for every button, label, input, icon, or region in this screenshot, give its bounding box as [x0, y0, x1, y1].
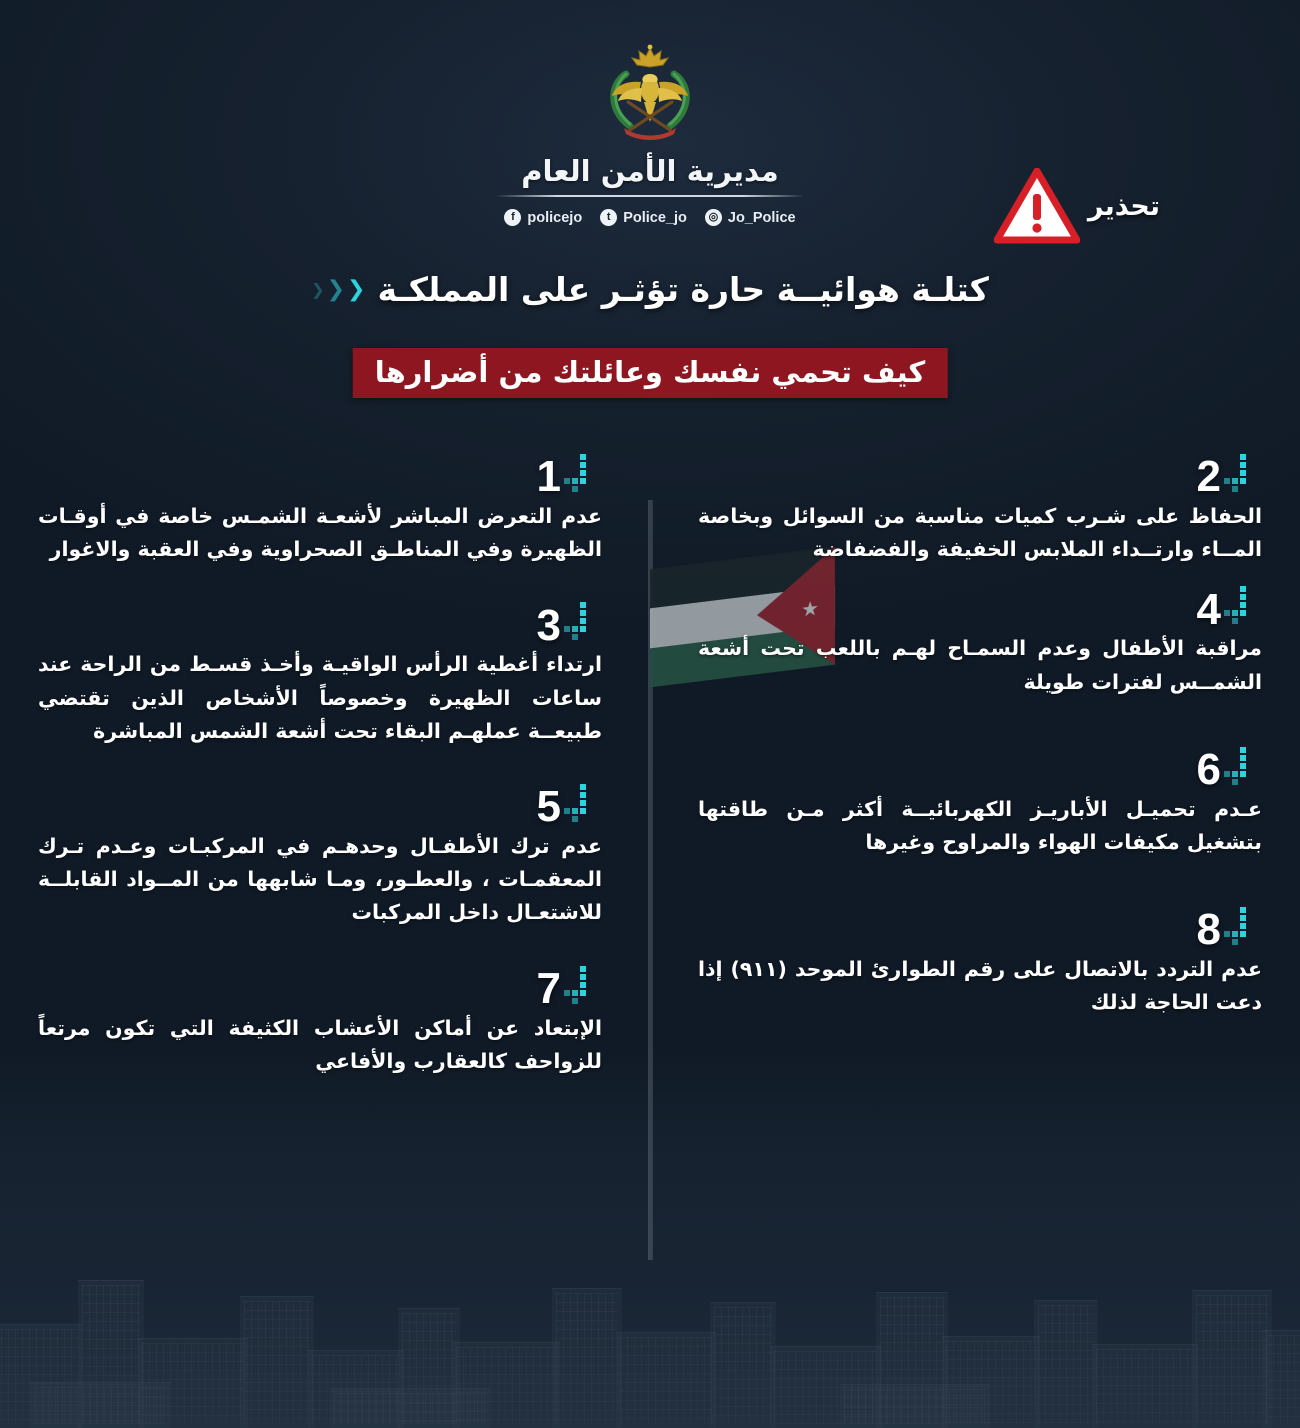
social-link-facebook[interactable]: [504, 209, 582, 226]
tip-number: 6: [1196, 745, 1221, 795]
instagram-icon: ◎: [705, 209, 722, 226]
tip-item: [38, 452, 602, 566]
tips-column-right: [38, 452, 602, 1088]
tip-item: [698, 745, 1262, 859]
instagram-handle: Jo_Police: [727, 209, 796, 226]
tip-text: ارتداء أغطية الرأس الواقيـة وأخـذ قسـط من الراحة عند ساعات الظهيرة وخصوصاً الأشخاص الذين تقتضي طبيعــة عملهـم البقاء تحت أشعة الشمس المباشرة: [38, 652, 602, 743]
page-title: كتلـة هوائيــة حارة تؤثـر على المملكـة: [377, 270, 989, 309]
tip-item: [698, 584, 1262, 698]
tip-number: 8: [1196, 905, 1221, 955]
arrow-down-icon: [564, 964, 594, 1010]
arrow-down-icon: [1224, 584, 1254, 630]
facebook-icon: f: [504, 209, 521, 226]
public-security-crest-icon: [586, 44, 714, 144]
tip-item: [698, 452, 1262, 566]
tips-column-left: [698, 452, 1262, 1088]
tip-item: [38, 600, 602, 748]
tip-number: 2: [1196, 452, 1221, 502]
warning-triangle-icon: [994, 168, 1080, 244]
tip-number: 5: [536, 782, 561, 832]
arrow-down-icon: [1224, 452, 1254, 498]
warning-badge: [994, 168, 1160, 244]
arrow-down-icon: [1224, 745, 1254, 791]
social-link-twitter[interactable]: [600, 209, 687, 226]
tip-number: 7: [536, 963, 561, 1013]
title-divider: [495, 195, 805, 197]
warning-label: تحذير: [1087, 190, 1160, 222]
tip-text: عدم التردد بالاتصال على رقم الطوارئ الموحد (٩١١) إذا دعت الحاجة لذلك: [698, 957, 1262, 1015]
tip-text: الإبتعاد عن أماكن الأعشاب الكثيفة التي تكون مرتعاً للزواحف كالعقارب والأفاعي: [38, 1015, 602, 1073]
organization-name: مديرية الأمن العام: [521, 154, 779, 188]
arrow-down-icon: [564, 600, 594, 646]
tip-number: 1: [536, 452, 561, 502]
tip-item: [698, 905, 1262, 1019]
tip-text: عـدم تحميـل الأباريـز الكهربائيــة أكثر مـن طاقتها بتشغيل مكيفات الهواء والمراوح وغيرها: [698, 796, 1262, 855]
tip-text: عدم التعرض المباشر لأشعـة الشمـس خاصة في أوقـات الظهيرة وفي المناطـق الصحراوية وفي العقبة والاغوار: [38, 504, 602, 562]
twitter-icon: t: [600, 209, 617, 226]
title-row: [0, 270, 1300, 309]
tips-grid: [0, 452, 1300, 1088]
tip-item: [38, 782, 602, 930]
tip-text: عدم ترك الأطفـال وحدهـم في المركبـات وعـدم تـرك المعقمـات ، والعطـور، ومـا شابهها من المــواد القابلــة للاشتعـال داخل المركبات: [38, 834, 602, 925]
tip-item: [38, 964, 602, 1078]
arrow-down-icon: [564, 452, 594, 498]
page-subtitle: كيف تحمي نفسك وعائلتك من أضرارها: [353, 348, 948, 398]
flag-star-icon: ★: [801, 595, 819, 622]
chevron-left-icon: ❮ ❮ ❮: [311, 276, 366, 302]
social-link-instagram[interactable]: [705, 209, 796, 226]
tip-text: الحفاظ على شـرب كميات مناسبة من السوائل وبخاصة المــاء وارتــداء الملابس الخفيفة والفضفاضة: [698, 504, 1262, 562]
tip-text: مراقبة الأطفال وعدم السمـاح لهـم باللعب تحت أشعة الشمــس لفترات طويلة: [698, 636, 1262, 694]
facebook-handle: policejo: [527, 209, 583, 226]
tip-number: 4: [1196, 584, 1221, 634]
tip-number: 3: [536, 600, 561, 650]
twitter-handle: Police_jo: [623, 209, 687, 226]
arrow-down-icon: [564, 782, 594, 828]
arrow-down-icon: [1224, 905, 1254, 951]
